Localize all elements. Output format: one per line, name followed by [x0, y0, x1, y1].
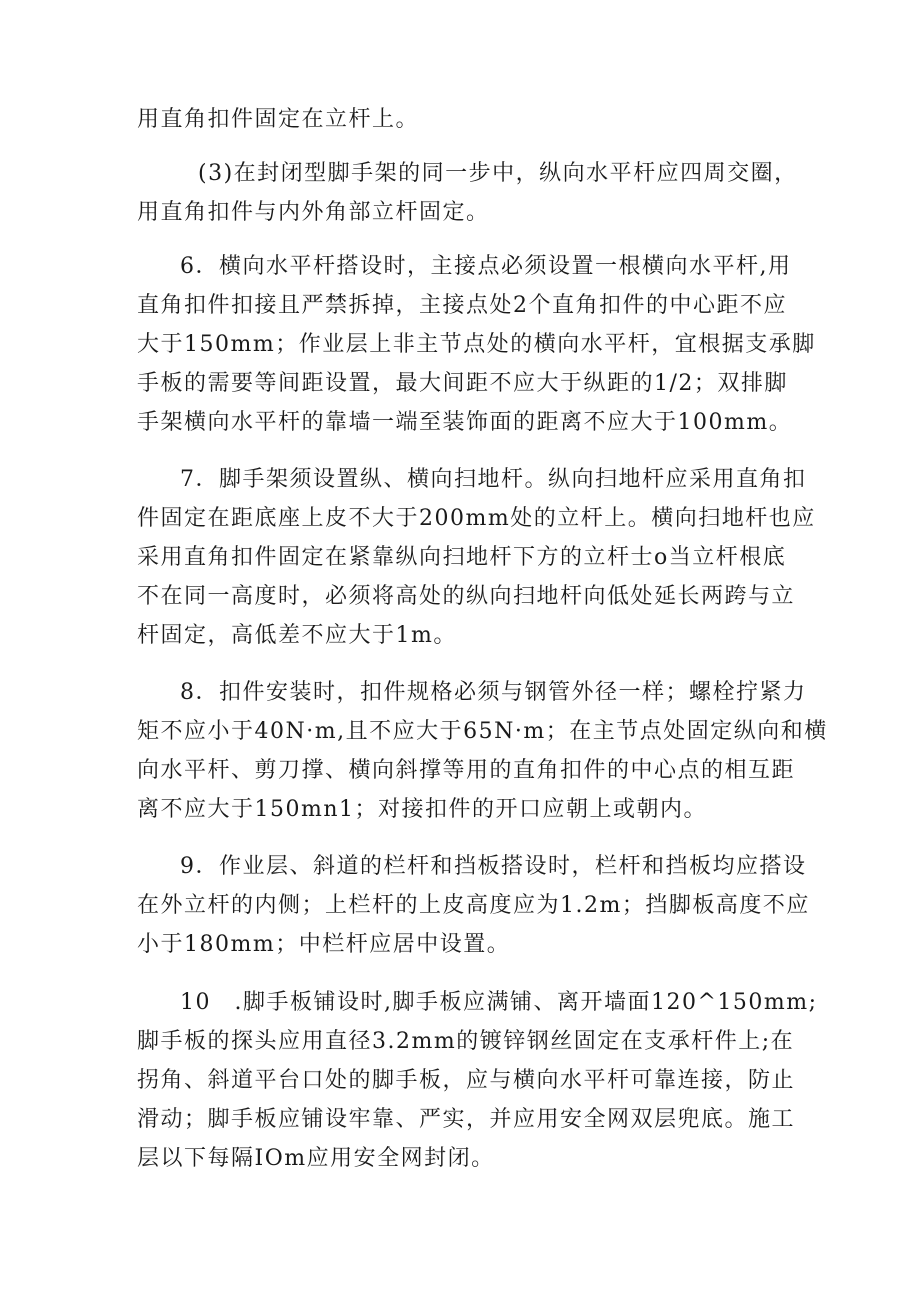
item-10-line-4: 滑动；脚手板应铺设牢靠、严实，并应用安全网双层兜底。施工	[137, 1107, 796, 1132]
item-7-line-1: 7．脚手架须设置纵、横向扫地杆。纵向扫地杆应采用直角扣	[180, 467, 807, 492]
item-9-line-3: 小于180mm；中栏杆应居中设置。	[137, 932, 511, 957]
item-8-line-3: 向水平杆、剪刀撑、横向斜撑等用的直角扣件的中心点的相互距	[137, 758, 796, 783]
item-10-line-5: 层以下每隔IOm应用安全网封闭。	[137, 1146, 495, 1171]
item-3-line-2: 用直角扣件与内外角部立杆固定。	[137, 200, 490, 225]
item-8-line-1: 8．扣件安装时，扣件规格必须与钢管外径一样；螺栓拧紧力	[180, 680, 807, 705]
item-9-line-1: 9．作业层、斜道的栏杆和挡板搭设时，栏杆和挡板均应搭设	[180, 854, 807, 879]
item-6-line-5: 手架横向水平杆的靠墙一端至装饰面的距离不应大于100mm。	[137, 410, 793, 435]
item-7-line-4: 不在同一高度时，必须将高处的纵向扫地杆向低处延长两跨与立	[137, 584, 796, 609]
continuation-line: 用直角扣件固定在立杆上。	[137, 107, 420, 132]
item-7-line-2: 件固定在距底座上皮不大于200mm处的立杆上。横向扫地杆也应	[137, 506, 816, 531]
item-7-line-5: 杆固定，高低差不应大于1m。	[137, 623, 457, 648]
item-8-line-4: 离不应大于150mn1；对接扣件的开口应朝上或朝内。	[137, 797, 708, 822]
item-8-line-2: 矩不应小于40N·m,且不应大于65N·m；在主节点处固定纵向和横	[137, 719, 828, 744]
item-6-line-3: 大于150mm；作业层上非主节点处的横向水平杆，宜根据支承脚	[137, 332, 816, 357]
item-6-line-4: 手板的需要等间距设置，最大间距不应大于纵距的1/2；双排脚	[137, 371, 788, 396]
item-9-line-2: 在外立杆的内侧；上栏杆的上皮高度应为1.2m；挡脚板高度不应	[137, 893, 810, 918]
item-6-line-1: 6．横向水平杆搭设时，主接点必须设置一根横向水平杆,用	[180, 254, 792, 279]
item-10-line-2: 脚手板的探头应用直径3.2mm的镀锌钢丝固定在支承杆件上;在	[137, 1029, 795, 1054]
item-6-line-2: 直角扣件扣接且严禁拆掉，主接点处2个直角扣件的中心距不应	[137, 293, 787, 318]
item-3-line-1: (3)在封闭型脚手架的同一步中，纵向水平杆应四周交圈，	[198, 161, 798, 186]
item-7-line-3: 采用直角扣件固定在紧靠纵向扫地杆下方的立杆士o当立杆根底	[137, 545, 787, 570]
item-10-line-3: 拐角、斜道平台口处的脚手板，应与横向水平杆可靠连接，防止	[137, 1068, 796, 1093]
item-10-line-1: 10 .脚手板铺设时,脚手板应满铺、离开墙面120^150mm;	[180, 990, 818, 1015]
